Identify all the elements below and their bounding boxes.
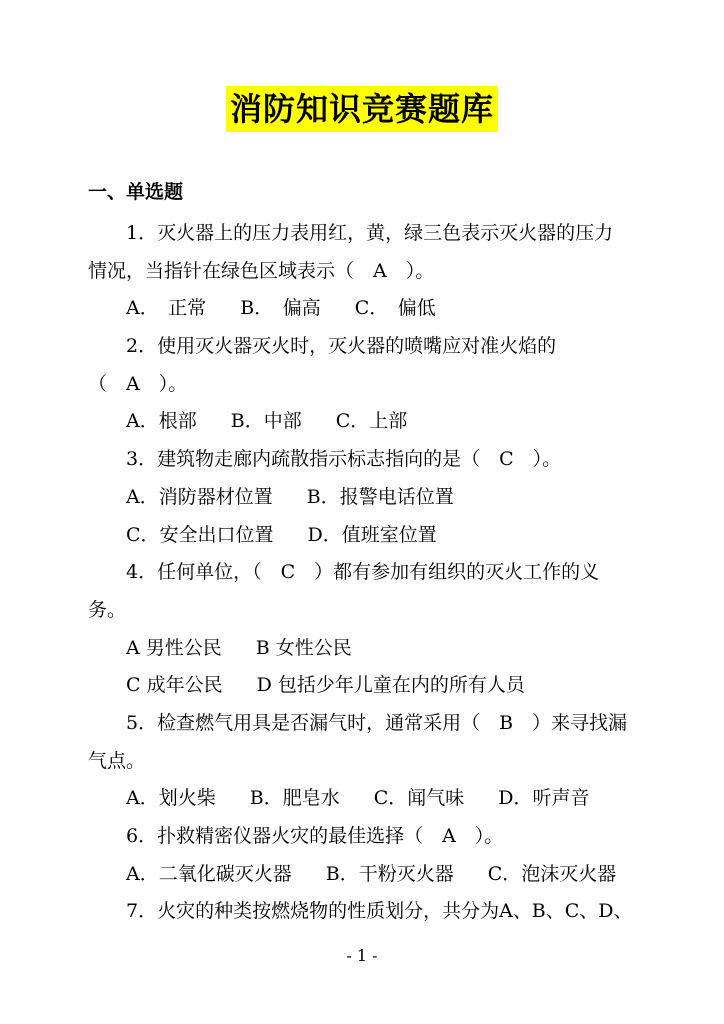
option-c: C． 偏低	[354, 297, 436, 320]
question-6-options	[88, 856, 636, 894]
option-a: A．消防器材位置	[126, 485, 273, 508]
option-b: B．肥皂水	[249, 787, 340, 810]
option-c: C．上部	[335, 410, 408, 433]
question-list	[88, 215, 636, 931]
option-a: A 男性公民	[126, 636, 222, 659]
question-2-options	[88, 403, 636, 441]
option-c: C．泡沫灭火器	[487, 862, 617, 885]
option-b: B．干粉灭火器	[325, 862, 454, 885]
question-2-line-1: 2．使用灭火器灭火时，灭火器的喷嘴应对准火焰的	[126, 335, 557, 358]
option-d: D．听声音	[498, 787, 590, 810]
option-d: D．值班室位置	[307, 523, 437, 546]
option-c: C 成年公民	[126, 674, 223, 697]
question-4-line-2: 务。	[88, 598, 127, 621]
option-a: A．划火柴	[126, 787, 216, 810]
option-d: D 包括少年儿童在内的所有人员	[256, 674, 525, 697]
option-b: B．中部	[230, 410, 302, 433]
option-b: B． 偏高	[240, 297, 321, 320]
question-1-line-1: 1．灭火器上的压力表用红，黄，绿三色表示灭火器的压力	[126, 222, 614, 244]
question-5-options	[88, 780, 636, 818]
option-b: B 女性公民	[255, 636, 352, 659]
question-6-line-1: 6．扑救精密仪器火灾的最佳选择（ A ）。	[126, 825, 504, 847]
question-3-options-row-2	[88, 517, 636, 555]
question-4-options-row-2	[88, 667, 636, 705]
question-2-line-2: （ A ）。	[88, 372, 188, 395]
option-b: B．报警电话位置	[306, 485, 454, 508]
question-3-options-row-1	[88, 479, 636, 517]
option-c: C．安全出口位置	[126, 523, 274, 546]
question-1-options	[88, 290, 636, 328]
question-7-line-1: 7．火灾的种类按燃烧物的性质划分，共分为A、B、C、D、	[126, 900, 633, 923]
page-number: - 1 -	[346, 946, 378, 965]
option-a: A．根部	[126, 410, 197, 433]
question-3-line-1: 3．建筑物走廊内疏散指示标志指向的是（ C ）。	[126, 448, 562, 471]
option-a: A． 正常	[126, 297, 207, 320]
question-1-line-2: 情况，当指针在绿色区域表示（ A ）。	[88, 259, 435, 282]
document-title: 消防知识竞赛题库	[226, 86, 498, 132]
question-5-line-1: 5．检查燃气用具是否漏气时，通常采用（ B ）来寻找漏	[126, 711, 628, 734]
option-c: C．闻气味	[373, 787, 465, 810]
option-a: A．二氧化碳灭火器	[126, 862, 292, 885]
title-wrap	[0, 86, 724, 132]
section-heading: 一、单选题	[88, 181, 184, 203]
question-4-line-1: 4．任何单位，（ C ）都有参加有组织的灭火工作的义	[126, 561, 600, 584]
question-5-line-2: 气点。	[88, 749, 146, 772]
question-4-options-row-1	[88, 630, 636, 668]
